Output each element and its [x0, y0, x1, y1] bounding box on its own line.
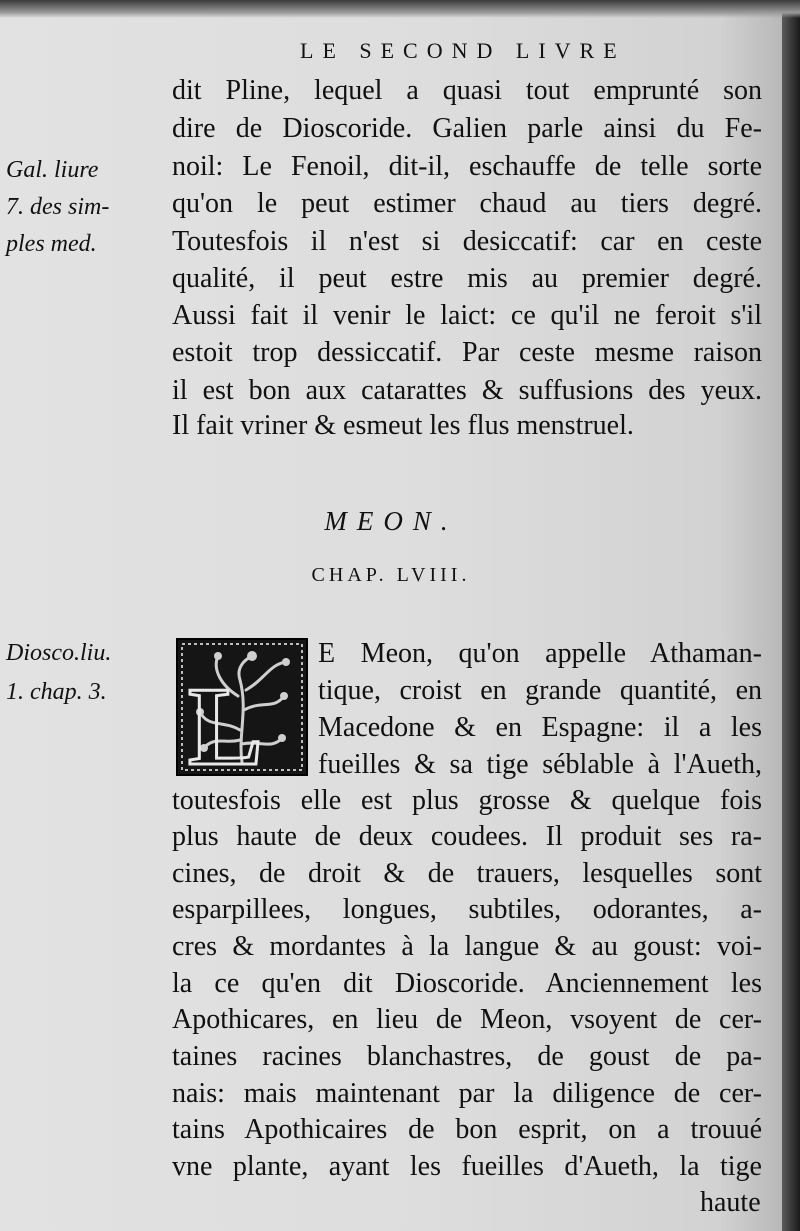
text-line: noil: Le Fenoil, dit-il, eschauffe de telle sorte — [172, 151, 762, 182]
text-line: E Meon, qu'on appelle Athaman- — [318, 638, 762, 669]
text-line: la ce qu'en dit Dioscoride. Anciennement les — [172, 968, 762, 999]
text-line: taines racines blanchastres, de goust de pa- — [172, 1041, 762, 1072]
text-line: Il fait vriner & esmeut les flus menstruel. — [172, 410, 634, 441]
text-line: vne plante, ayant les fueilles d'Aueth, la tige — [172, 1151, 762, 1182]
text-line: il est bon aux catarattes & suffusions des yeux. — [172, 375, 762, 406]
text-line: dit Pline, lequel a quasi tout emprunté son — [172, 75, 762, 106]
text-line: tains Apothicaires de bon esprit, on a trouué — [172, 1114, 762, 1145]
text-line: qu'on le peut estimer chaud au tiers degré. — [172, 188, 762, 219]
text-line: esparpillees, longues, subtiles, odorantes, a- — [172, 894, 762, 925]
text-line: Apothicares, en lieu de Meon, vsoyent de cer- — [172, 1004, 762, 1035]
text-line: plus haute de deux coudees. Il produit ses ra- — [172, 821, 762, 852]
text-line: dire de Dioscoride. Galien parle ainsi du Fe- — [172, 113, 762, 144]
margin-note: Diosco.liu. — [6, 640, 112, 666]
text-line: qualité, il peut estre mis au premier degré. — [172, 263, 762, 294]
text-line: Macedone & en Espagne: il a les — [318, 712, 762, 743]
text-line: nais: mais maintenant par la diligence de cer- — [172, 1078, 762, 1109]
margin-note: 7. des sim- — [6, 194, 110, 220]
page-top-edge — [0, 0, 800, 18]
decorated-initial — [176, 638, 308, 776]
text-line: estoit trop dessiccatif. Par ceste mesme raison — [172, 337, 762, 368]
floral-ornament-icon — [178, 640, 306, 774]
text-line: Toutesfois il n'est si desiccatif: car en ceste — [172, 226, 762, 257]
margin-note: 1. chap. 3. — [6, 679, 107, 705]
margin-note: ples med. — [6, 231, 97, 257]
catchword: haute — [700, 1187, 761, 1218]
text-line: cines, de droit & de trauers, lesquelles sont — [172, 858, 762, 889]
text-line: fueilles & sa tige séblable à l'Aueth, — [318, 749, 762, 780]
running-head: LE SECOND LIVRE — [300, 38, 626, 63]
margin-note: Gal. liure — [6, 157, 99, 183]
chapter-heading: CHAP. LVIII. — [311, 564, 471, 586]
page-binding-edge — [782, 0, 800, 1231]
text-line: tique, croist en grande quantité, en — [318, 675, 762, 706]
text-line: cres & mordantes à la langue & au goust: voi- — [172, 931, 762, 962]
section-title: MEON. — [324, 506, 458, 536]
text-line: toutesfois elle est plus grosse & quelque fois — [172, 785, 762, 816]
text-line: Aussi fait il venir le laict: ce qu'il ne feroit s'il — [172, 300, 762, 331]
dropcap-letter: L — [188, 665, 263, 774]
